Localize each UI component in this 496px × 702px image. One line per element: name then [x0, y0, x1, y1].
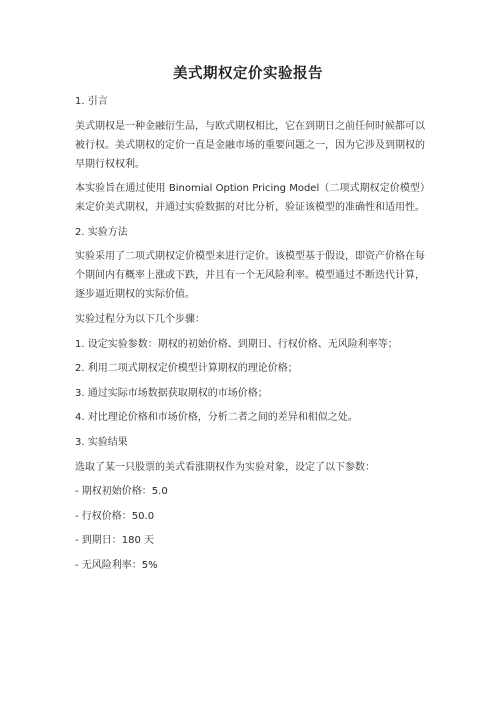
parameter-item: - 到期日：180 天 [75, 535, 155, 547]
parameter-item: - 期权初始价格：5.0 [75, 486, 168, 498]
list-item: 1. 设定实验参数：期权的初始价格、到期日、行权价格、无风险利率等； [75, 338, 398, 350]
list-item: 3. 通过实际市场数据获取期权的市场价格； [75, 387, 268, 399]
section-heading-introduction: 1. 引言 [75, 96, 108, 107]
list-item: 4. 对比理论价格和市场价格，分析二者之间的差异和相似之处。 [75, 412, 358, 424]
parameter-item: - 无风险利率：5% [75, 559, 158, 571]
list-item: 2. 利用二项式期权定价模型计算期权的理论价格； [75, 363, 298, 375]
parameter-item: - 行权价格：50.0 [75, 510, 155, 522]
document-body [75, 92, 425, 581]
document-title: 美式期权定价实验报告 [173, 66, 323, 82]
paragraph: 美式期权是一种金融衍生品，与欧式期权相比，它在到期日之前任何时候都可以被行权。美式期权的定价一直是金融市场的重要问题之一，因为它涉及到期权的早期行权权利。 [75, 120, 425, 170]
paragraph: 选取了某一只股票的美式看涨期权作为实验对象，设定了以下参数： [75, 461, 375, 473]
paragraph: 本实验旨在通过使用 Binomial Option Pricing Model（二项式期权定价模型）来定价美式期权，并通过实验数据的对比分析，验证该模型的准确性和适用性。 [75, 183, 425, 214]
paragraph: 实验过程分为以下几个步骤： [75, 313, 205, 325]
section-heading-results: 3. 实验结果 [75, 436, 128, 448]
section-heading-method: 2. 实验方法 [75, 226, 128, 238]
paragraph: 实验采用了二项式期权定价模型来进行定价。该模型基于假设，即资产价格在每个期间内有概率上涨或下跌，并且有一个无风险利率。模型通过不断迭代计算，逐步逼近期权的实际价值。 [75, 251, 425, 301]
